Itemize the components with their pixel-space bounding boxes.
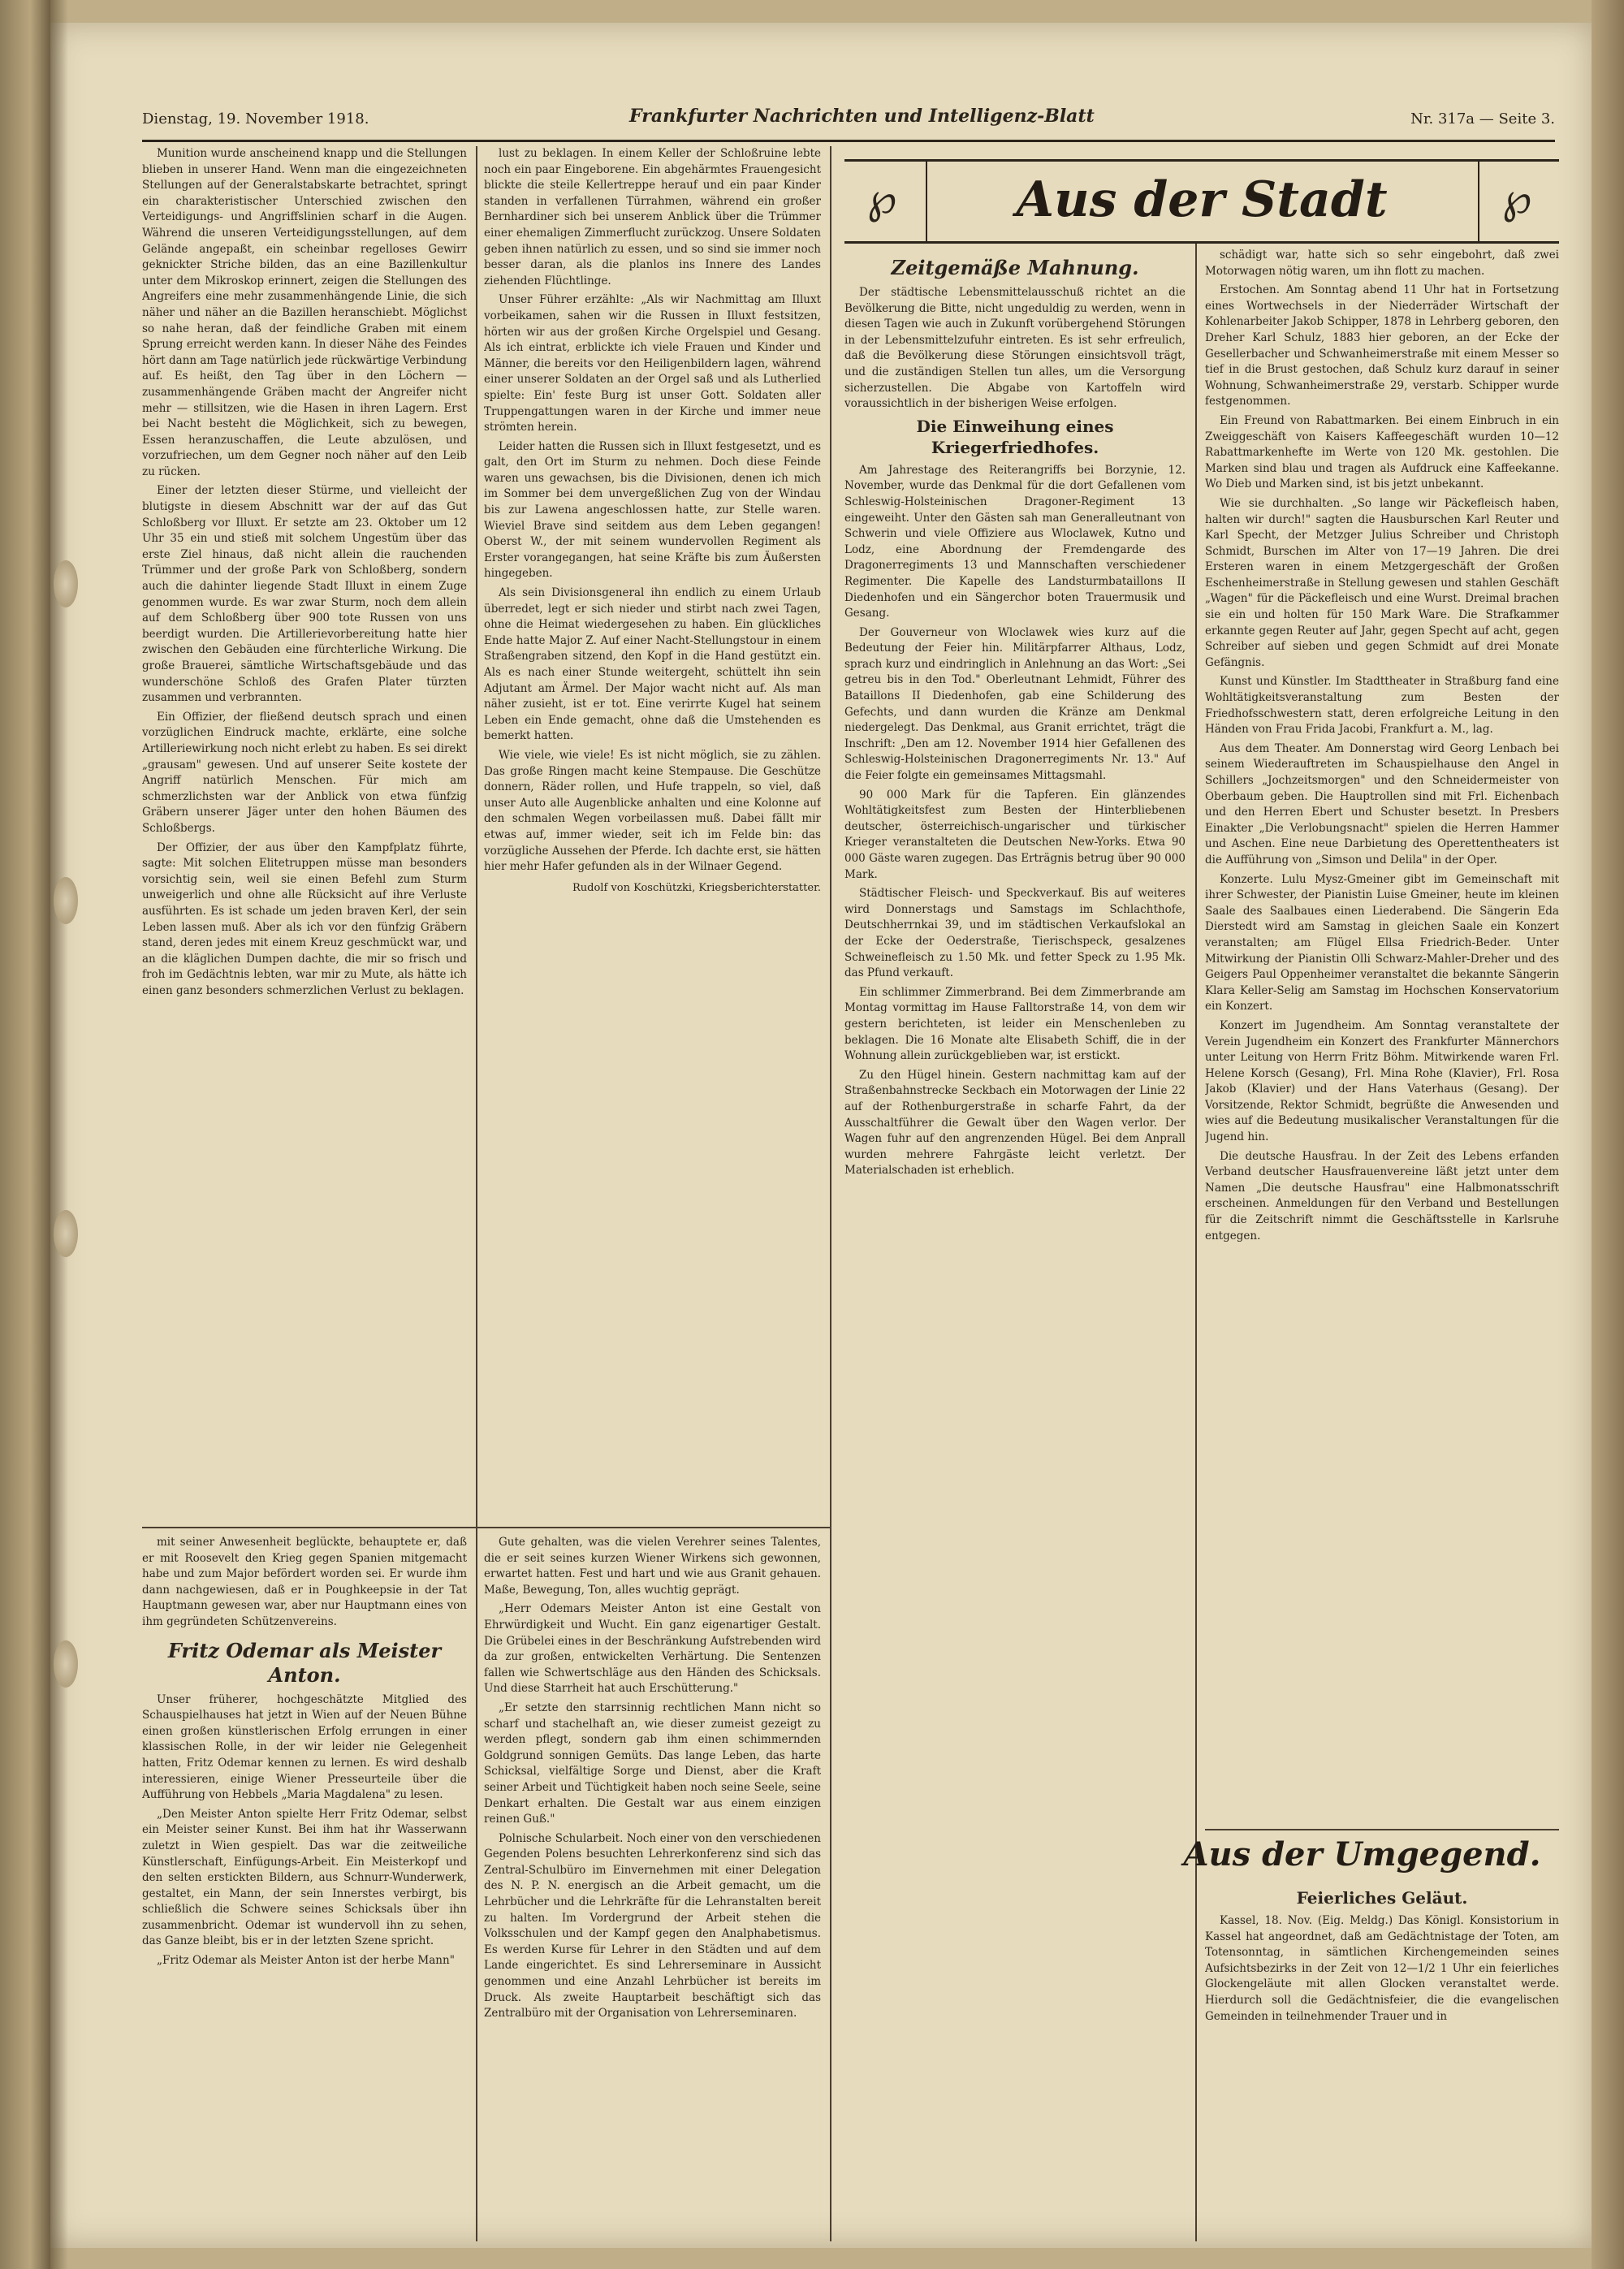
binding-hole [54, 1640, 78, 1688]
article-paragraph: Zu den Hügel hinein. Gestern nachmittag kam auf der Straßenbahnstrecke Seckbach ein Motorwagen der Linie 22 auf der Rothenburgerstraße in scharfe Fahrt, da der Ausschaltführer die Gewalt über den Wagen verlor. Der Wagen fuhr auf den angrenzenden Hügel. Bei dem Anprall wurden mehrere Fahrgäste leicht verletzt. Der Materialschaden ist erheblich. [844, 1068, 1186, 1178]
section-title: Aus der Stadt [1016, 171, 1388, 228]
header-issue-page: Nr. 317a — Seite 3. [1410, 110, 1555, 127]
article-paragraph: Ein Offizier, der fließend deutsch sprach und einen vorzüglichen Eindruck machte, erklärte, eine solche Artilleriewirkung noch nicht erlebt zu haben. Es sei direkt „grausam" gewesen. Und auf unserer Seite kostete der Angriff natürlich Menschen. Für mich am schmerzlichsten war der Anblick von etwa fünfzig Gräbern unserer Jäger unter den hohen Bäumen des Schloßbergs. [142, 710, 467, 835]
masthead-box-rule [926, 162, 927, 241]
article-paragraph: Konzerte. Lulu Mysz-Gmeiner gibt im Gemeinschaft mit ihrer Schwester, der Pianistin Luise Gmeiner, heute im kleinen Saale des Saalbaues einen Liederabend. Die Sängerin Eda Dierstedt wird am Samstag in gleichen Saale ein Konzert veranstalten; am Flügel Ellsa Friedrich-Beder. Unter Mitwirkung der Pianistin Olli Schwarz-Mahler-Dreher und des Geigers Paul Oppenheimer veranstaltet die bekannte Sängerin Klara Keller-Selig am Samstag im Hochschen Konservatorium ein Konzert. [1205, 872, 1559, 1013]
article-paragraph: 90 000 Mark für die Tapferen. Ein glänzendes Wohltätigkeitsfest zum Besten der Hinterbliebenen deutscher, österreichisch-ungarischer und türkischer Krieger veranstalteten die Deutschen New-Yorks. Etwa 90 000 Gäste waren zugegen. Das Erträgnis betrug über 90 000 Mark. [844, 788, 1186, 881]
column-2-top [484, 146, 821, 1519]
article-paragraph: „Fritz Odemar als Meister Anton ist der herbe Mann" [157, 1954, 455, 1968]
article-paragraph: „Den Meister Anton spielte Herr Fritz Odemar, selbst ein Meister seiner Kunst. Bei ihm hat ihr Wasserwann zuletzt in Wien gespielt. Das war die zeitweiliche Künstlerschaft, Einfügungs-Arbeit. Ein Meisterkopf und den selten erstickten Bildern, aus Schnurr-Wunderwerk, gestaltet, ein Mann, der sein Innerstes verbirgt, bis schließlich die Schwere seines Schicksals über ihn zusammenbricht. Odemar ist wundervoll ihn zu sehen, das Ganze bleibt, bis er in der letzten Szene spricht. [142, 1807, 467, 1948]
binding-hole [54, 877, 78, 924]
article-headline: Fritz Odemar als Meister Anton. [167, 1638, 442, 1687]
article-headline: Die Einweihung eines Kriegerfriedhofes. [916, 416, 1114, 457]
article-paragraph: schädigt war, hatte sich so sehr eingebohrt, daß zwei Motorwagen nötig waren, um ihn flott zu machen. [1205, 249, 1559, 278]
article-paragraph: Die deutsche Hausfrau. In der Zeit des Lebens erfanden Verband deutscher Hausfrauenvereine läßt jetzt unter dem Namen „Die deutsche Hausfrau" eine Halbmonatsschrift erscheinen. Anmeldungen für den Verband und Bestellungen für die Zeitschrift nimmt die Geschäftsstelle in Karlsruhe entgegen. [1205, 1149, 1559, 1243]
article-paragraph: Erstochen. Am Sonntag abend 11 Uhr hat in Fortsetzung eines Wortwechsels in der Niederräder Wirtschaft der Kohlenarbeiter Jakob Schipper, 1878 in Lehrberg geboren, den Dreher Karl Schulz, 1883 hier geboren, an der Ecke der Gesellerbacher und Schwanheimerstraße mit einem Messer so tief in die Brust gestochen, daß Schulz kurz darauf in seiner Wohnung, Schwanheimerstraße 29, verstarb. Schipper wurde festgenommen. [1205, 283, 1559, 408]
article-paragraph: Unser früherer, hochgeschätzte Mitglied des Schauspielhauses hat jetzt in Wien auf der Neuen Bühne einen großen künstlerischen Erfolg errungen in einer klassischen Rolle, in der wir leider nie Gelegenheit hatten, Fritz Odemar kennen zu lernen. Es wird deshalb interessieren, einige Wiener Presseurteile über die Aufführung von Hebbels „Maria Magdalena" zu lesen. [142, 1692, 467, 1802]
article-paragraph: Wie sie durchhalten. „So lange wir Päckefleisch haben, halten wir durch!" sagten die Hausburschen Karl Reuter und Karl Specht, der Metzger Julius Schreiber und Christoph Schmidt, Burschen im Alter von 17—19 Jahren. Die drei Ersteren waren in einem Metzgergeschäft der Großen Eschenheimerstraße in Stellung gewesen und stahlen Geschäft „Wagen" für die Päckefleisch und eine Wurst. Dreimal brachen sie ein und holten für 150 Mark Ware. Die Strafkammer erkannte gegen Reuter auf Jahr, gegen Specht auf acht, gegen Schreiber auf sieben und gegen Schmidt auf drei Monate Gefängnis. [1205, 496, 1559, 669]
header-newspaper-name: Frankfurter Nachrichten und Intelligenz-Blatt [629, 106, 1095, 127]
header-date: Dienstag, 19. November 1918. [142, 110, 369, 127]
article-paragraph: Ein Freund von Rabattmarken. Bei einem Einbruch in ein Zweiggeschäft von Kaisers Kaffeegeschäft wurden 10—12 Rabattmarkenhefte im Werte von 120 Mk. gestohlen. Die Marken sind blau und tragen als Aufdruck eine Kaffeekanne. Wo Dieb und Marken sind, ist bis jetzt unbekannt. [1205, 413, 1559, 491]
article-paragraph: Leider hatten die Russen sich in Illuxt festgesetzt, und es galt, den Ort im Sturm zu nehmen. Doch diese Feinde waren uns gewachsen, bis die Divisionen, denen ich mich im Sommer bei dem unvergeßlichen Zug von der Windau bis zur Lawena angeschlossen hatte, zur Stelle waren. Wieviel Brave sind seitdem aus dem Leben gegangen! Oberst W., der mit seinem wundervollen Regiment als Erster vorangegangen, hat seine Kräfte bis zum Äußersten hingegeben. [484, 439, 821, 581]
article-paragraph: lust zu beklagen. In einem Keller der Schloßruine lebte noch ein paar Eingeborene. Ein abgehärmtes Frauengesicht blickte die steile Kellertreppe herauf und ein paar Kinder standen in verfallenen Türrahmen, während ein großer Bernhardiner sich bei unserem Anblick über die Trümmer einer ehemaligen Zimmerflucht zurückzog. Unsere Soldaten geben ihnen natürlich zu essen, und so sind sie immer noch besser daran, als die planlos ins Innere des Landes ziehenden Flüchtlinge. [484, 147, 821, 287]
article-paragraph: Unser Führer erzählte: „Als wir Nachmittag am Illuxt vorbeikamen, sahen wir die Russen in Illuxt festsitzen, hörten wir aus der großen Kirche Orgelspiel und Gesang. Als ich eintrat, erblickte ich viele Frauen und Kinder und Männer, die bereits vor den Heiligenbildern lagen, während einer unserer Soldaten an der Orgel saß und als Lutherlied spielte: Ein' feste Burg ist unser Gott. Soldaten aller Truppengattungen waren in der Kirche und immer neue strömten herein. [484, 293, 821, 434]
article-divider [1205, 1829, 1559, 1830]
article-divider [142, 1527, 830, 1528]
ornament-icon: ℘ [1502, 175, 1532, 223]
column-rule [830, 146, 831, 2241]
article-paragraph: Der städtische Lebensmittelausschuß richtet an die Bevölkerung die Bitte, nicht ungeduldig zu werden, wenn in diesen Tagen wie auch in Zukunft vorübergehend Störungen in der Lebensmittelzufuhr eintreten. Es ist sehr erfreulich, daß die Bevölkerung diese Störungen einsichtsvoll trägt, und die zuständigen Stellen tun alles, um die Versorgung sicherzustellen. Die Abgabe von Kartoffeln wird voraussichtlich in der bisherigen Weise erfolgen. [844, 286, 1186, 411]
article-paragraph: Ein schlimmer Zimmerbrand. Bei dem Zimmerbrande am Montag vormittag im Hause Falltorstraße 14, von dem wir gestern berichteten, ist leider ein Menschenleben zu beklagen. Die 16 Monate alte Elisabeth Schiff, die in der Wohnung allein zurückgeblieben war, ist erstickt. [844, 985, 1186, 1063]
article-paragraph: mit seiner Anwesenheit beglückte, behauptete er, daß er mit Roosevelt den Krieg gegen Spanien mitgemacht habe und zum Major befördert worden sei. Er wurde ihm dann nachgewiesen, daß er in Poughkeepsie in der Tat Hauptmann gewesen war, aber nur Hauptmann eines von ihm gegründeten Schützenvereins. [142, 1536, 467, 1628]
article-paragraph: Der Gouverneur von Wloclawek wies kurz auf die Bedeutung der Feier hin. Militärpfarrer Althaus, Lodz, sprach kurz und eindringlich in Anlehnung an das Wort: „Sei getreu bis in den Tod." Oberleutnant Lehmidt, Führer des Bataillons II Diedenhofen, gab eine Schilderung des Gefechts, und dann wurden die Kränze am Denkmal niedergelegt. Das Denkmal, aus Granit errichtet, trägt die Inschrift: „Den am 12. November 1914 hier Gefallenen des Schleswig-Holsteinischen Dragonerregiments Nr. 13." Auf die Feier folgte ein gemeinsames Mittagsmahl. [844, 625, 1186, 783]
facing-page-edge [0, 0, 50, 2269]
article-paragraph: Gute gehalten, was die vielen Verehrer seines Talentes, die er seit seines kurzen Wiener Wirkens sich gewonnen, erwartet hatten. Fest und hart und wie aus Granit gehauen. Maße, Bewegung, Ton, alles wuchtig geprägt. [484, 1536, 821, 1597]
column-4 [1205, 248, 1559, 1823]
section-masthead [844, 159, 1559, 244]
article-paragraph: Am Jahrestage des Reiterangriffs bei Borzynie, 12. November, wurde das Denkmal für die dort Gefallenen vom Schleswig-Holsteinischen Dragoner-Regiment 13 eingeweiht. Unter den Gästen sah man Generalleutnant von Schwerin und viele Offiziere aus Wloclawek, Kutno und Lodz, eine Abordnung der Fremdengarde des Dragonerregiments 13 und Mannschaften verschiedener Regimenter. Die Kapelle des Landsturmbataillons II Diedenhofen und ein Sängerchor boten Trauermusik und Gesang. [844, 463, 1186, 620]
column-1-top [142, 146, 467, 1519]
column-rule [476, 146, 477, 2241]
article-paragraph: Als sein Divisionsgeneral ihn endlich zu einem Urlaub überredet, legt er sich nieder und stirbt nach zwei Tagen, ohne die Heimat wiedergesehen zu haben. Ein glückliches Ende hatte Major Z. Auf einer Nacht-Stellungstour in einem Straßengraben sitzend, den Kopf in die Hand gestützt ein. Als es nach einer Stunde weitergeht, schüttelt ihn sein Adjutant am Ärmel. Der Major wacht nicht auf. Als man näher zusieht, ist er tot. Eine verirrte Kugel hat seinem Leben ein Ende gemacht, ohne daß die Umstehenden es bemerkt hatten. [484, 586, 821, 743]
header-rule [142, 140, 1555, 142]
article-paragraph: „Herr Odemars Meister Anton ist eine Gestalt von Ehrwürdigkeit und Wucht. Ein ganz eigenartiger Gestalt. Die Grübelei eines in der Beschränkung Aufstrebenden wird da zur großen, entwickelten Verhärtung. Die Sentenzen fallen wie Schwertschläge aus den Händen des Schicksals. Und diese Starrheit hat auch Erschütterung." [484, 1602, 821, 1696]
column-rule [1195, 244, 1197, 2241]
article-paragraph: Munition wurde anscheinend knapp und die Stellungen blieben in unserer Hand. Wenn man die eingezeichneten Stellungen auf der Generalstabskarte betrachtet, springt ein charakteristischer Unterschied zwischen den Verteidigungs- und Angriffslinien scharf in die Augen. Während die unseren Verteidigungsstellungen, auf dem Gelände angepaßt, ein scheinbar regelloses Gewirr geknickter Striche bilden, das an eine Bazillenkultur unter dem Mikroskop erinnert, zeigen die Stellungen des Angreifers eine mehr zusammenhängende Linie, die sich näher und näher an die Bazillen heranschiebt. Möglichst so nahe heran, daß der feindliche Graben mit einem Sprung erreicht werden kann. In dieser Nähe des Feindes hört dann am Tage natürlich jede rückwärtige Verbindung auf. Es heißt, den Tag über in den Löchern — zusammenhängende Gräben macht der Angreifer nicht mehr — stillsitzen, wie die Hasen in ihren Lagern. Erst bei Nacht besteht die Möglichkeit, sich zu bewegen, Essen heranzuschaffen, die Leute abzulösen, und vorzufriechen, um dem Gegner noch näher auf den Leib zu rücken. [142, 147, 467, 478]
column-3 [844, 248, 1186, 2237]
article-paragraph: „Er setzte den starrsinnig rechtlichen Mann nicht so scharf und stachelhaft an, wie dieser zumeist gezeigt zu werden pflegt, sondern gab ihm einen schimmernden Goldgrund sonnigen Gemüts. Das lange Leben, das harte Schicksal, vielfältige Sorge und Dienst, aber die Kraft seiner Arbeit und Tüchtigkeit haben noch seine Seele, seine Denkart erhalten. Die Gestalt war aus einem einzigen reinen Guß." [484, 1701, 821, 1826]
article-paragraph: Städtischer Fleisch- und Speckverkauf. Bis auf weiteres wird Donnerstags und Samstags im Schlachthofe, Deutschherrnkai 39, und im städtischen Verkaufslokal an der Ecke der Oederstraße, Tierischspeck, gesalzenes Schweinefleisch zu 1.50 Mk. und fetter Speck zu 1.95 Mk. das Pfund verkauft. [844, 887, 1186, 980]
article-paragraph: Kunst und Künstler. Im Stadttheater in Straßburg fand eine Wohltätigkeitsveranstaltung zum Besten der Friedhofsschwestern statt, deren erfolgreiche Leitung in den Händen von Frau Frida Jacobi, Frankfurt a. M., lag. [1205, 675, 1559, 737]
masthead-box-rule [1478, 162, 1479, 241]
binding-hole [54, 1210, 78, 1257]
page-stack-edge [1592, 0, 1624, 2269]
column-4-umgegend [1205, 1884, 1559, 2241]
article-paragraph: Polnische Schularbeit. Noch einer von den verschiedenen Gegenden Polens besuchten Lehrerkonferenz sind sich das Zentral-Schulbüro im Einvernehmen mit einer Delegation des N. P. N. energisch an die Arbeit gemacht, um die Lehrbücher und die Lehrkräfte für die Lehranstalten bereit zu halten. Im Vordergrund der Arbeit stehen die Volksschulen und der Kampf gegen den Analphabetismus. Es werden Kurse für Lehrer in den Städten und auf dem Lande eingerichtet. Es sind Lehrerseminare in Aussicht genommen und eine Anzahl Lehrbücher ist bereits im Druck. Als zweite Hauptarbeit beschäftigt sich das Zentralbüro mit der Organisation von Lehrerseminaren. [484, 1831, 821, 2020]
article-paragraph: Der Offizier, der aus über den Kampfplatz führte, sagte: Mit solchen Elitetruppen müsse man besonders vorsichtig sein, weil sie einen Befehl zum Sturm unweigerlich und ohne alle Rücksicht auf ihre Verluste ausführten. Es ist schade um jeden braven Kerl, der sein Leben lassen muß. Aber als ich vor den fünfzig Gräbern stand, deren jedes mit einem Kreuz geschmückt war, und an die kläglichen Dumpen dachte, die mir so frisch und froh im Gedächtnis lebten, war mir zu Mute, als hätte ich einen ganz besonders schmerzlichen Verlust zu beklagen. [142, 841, 467, 997]
ornament-icon: ℘ [867, 175, 897, 223]
article-paragraph: Wie viele, wie viele! Es ist nicht möglich, sie zu zählen. Das große Ringen macht keine Stempause. Die Geschütze donnern, Räder rollen, und Hufe trappeln, so viel, daß unser Auto alle Augenblicke anhalten und eine Kolonne auf den schmalen Wegen vorbeilassen muß. Dabei fällt mir etwas auf, immer wieder, seit ich im Felde bin: das vorzügliche Aussehen der Pferde. Ich dachte erst, sie hätten hier mehr Hafer gefunden als in der Wilnaer Gegend. [484, 748, 821, 874]
article-paragraph: Aus dem Theater. Am Donnerstag wird Georg Lenbach bei seinem Wiederauftreten im Schauspielhause den Angel in Schillers „Jochzeitsmorgen" und den Schneidermeister von Oberbaum geben. Die Hauptrollen sind mit Frl. Eichenbach und den Herren Ebert und Schuster besetzt. In Presbers Einakter „Die Verlobungsnacht" spielen die Herren Hammer und Aschen. Eine neue Darbietung des Operettentheaters ist die Aufführung von „Simson und Delila" in der Oper. [1205, 741, 1559, 867]
page-header [142, 104, 1555, 140]
article-paragraph: Kassel, 18. Nov. (Eig. Meldg.) Das Königl. Konsistorium in Kassel hat angeordnet, daß am Gedächtnistage der Toten, am Totensonntag, in sämtlichen Kirchengemeinden seines Aufsichtsbezirks in der Zeit von 12—1/2 1 Uhr ein feierliches Glockengeläute mit allen Glocken veranstaltet werde. Hierdurch soll die Gedächtnisfeier, die die evangelischen Gemeinden in teilnehmender Trauer und in [1205, 1914, 1559, 2023]
article-paragraph: Konzert im Jugendheim. Am Sonntag veranstaltete der Verein Jugendheim ein Konzert des Frankfurter Männerchors unter Leitung von Herrn Fritz Böhm. Mitwirkende waren Frl. Helene Korsch (Gesang), Frl. Mina Rohe (Klavier), Frl. Rosa Jakob (Klavier) und der Hans Vaterhaus (Gesang). Der Vorsitzende, Rektor Schmidt, begrüßte die Anwesenden und wies auf die Bedeutung musikalischer Veranstaltungen für die Jugend hin. [1205, 1018, 1559, 1144]
binding-hole [54, 560, 78, 607]
column-1-bottom [142, 1535, 467, 2241]
article-headline: Zeitgemäße Mahnung. [891, 256, 1139, 279]
article-signature: Rudolf von Koschützki, Kriegsberichterstatter. [572, 881, 821, 894]
article-paragraph: Einer der letzten dieser Stürme, und vielleicht der blutigste in diesem Abschnitt war der auf das Gut Schloßberg vor Illuxt. Er setzte am 23. Oktober um 12 Uhr 35 ein und stieß mit solchem Ungestüm über das erste Ziel hinaus, daß nicht allein die rauchenden Trümmer und der große Park von Schloßberg, sondern auch die dahinter liegende Stadt Illuxt in einem Zuge genommen wurde. Es war zwar Sturm, noch dem allein auf dem Schloßberg über 900 tote Russen von uns beerdigt wurden. Die Artillerievorbereitung hatte hier zwischen den Gebäuden eine fürchterliche Wirkung. Die große Brauerei, sämtliche Wirtschaftsgebäude und das wunderschöne Schloß des Grafen Plater türzten zusammen und verbrannten. [142, 484, 467, 705]
page-gutter [50, 0, 68, 2269]
column-2-bottom [484, 1535, 821, 2241]
section-title-umgegend: Aus der Umgegend. [1183, 1835, 1541, 1874]
article-headline: Feierliches Geläut. [1296, 1888, 1468, 1908]
